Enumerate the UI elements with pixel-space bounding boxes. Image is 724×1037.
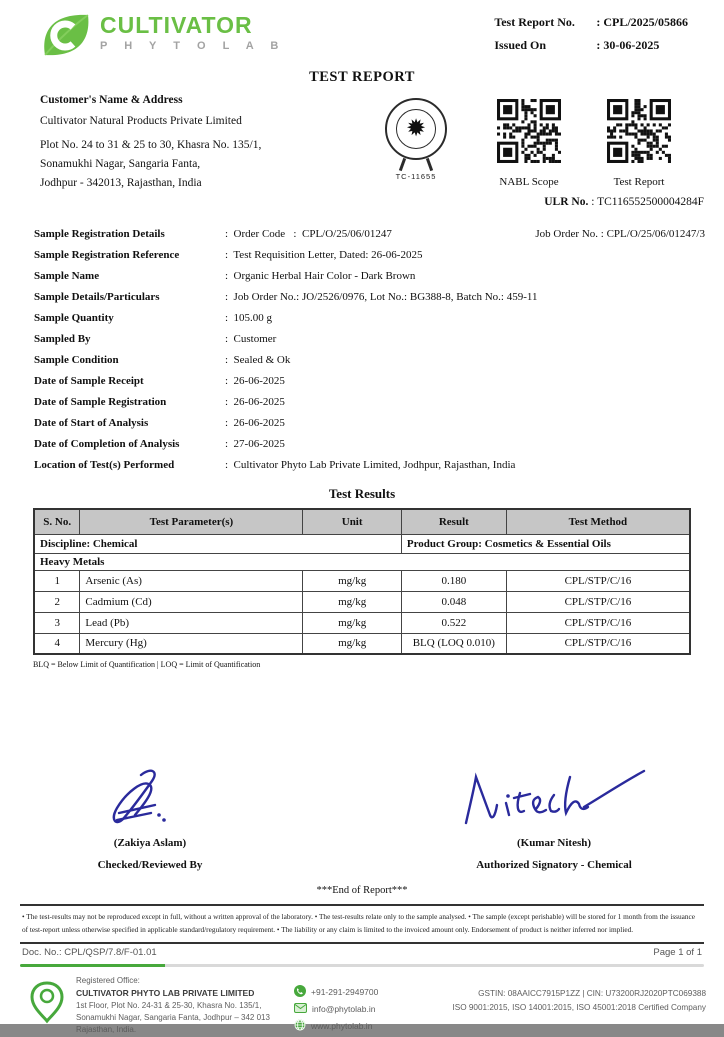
authorized-name: (Kumar Nitesh) bbox=[516, 837, 592, 849]
result-parameter: Lead (Pb) bbox=[80, 612, 303, 633]
sample-detail-row bbox=[34, 308, 705, 329]
result-parameter: Cadmium (Cd) bbox=[80, 591, 303, 612]
end-of-report-text: ***End of Report*** bbox=[316, 885, 408, 896]
group-heading-row bbox=[34, 553, 690, 570]
sample-detail-label: Date of Start of Analysis bbox=[34, 417, 149, 429]
sample-detail-row bbox=[34, 287, 705, 308]
sample-detail-label: Date of Sample Registration bbox=[34, 396, 167, 408]
company-logo bbox=[40, 10, 285, 65]
sample-detail-label: Location of Test(s) Performed bbox=[34, 459, 175, 471]
footer-phone[interactable]: +91-291-2949700 bbox=[311, 986, 379, 997]
report-meta bbox=[494, 10, 704, 65]
result-method: CPL/STP/C/16 bbox=[506, 633, 690, 654]
report-no-label: Test Report No. bbox=[494, 15, 575, 29]
issued-on-label: Issued On bbox=[494, 38, 547, 52]
page-number: Page 1 of 1 bbox=[653, 946, 702, 958]
authorized-role: Authorized Signatory - Chemical bbox=[476, 859, 632, 871]
product-group-cell: Product Group: Cosmetics & Essential Oils bbox=[401, 534, 690, 553]
discipline-row bbox=[34, 534, 690, 553]
report-no-value: : CPL/2025/05866 bbox=[596, 15, 688, 29]
sample-detail-row bbox=[34, 371, 705, 392]
customer-name: Cultivator Natural Products Private Limited bbox=[40, 115, 242, 127]
results-table bbox=[33, 508, 691, 655]
seal-certificate-number: TC-11655 bbox=[395, 172, 437, 181]
sample-detail-value: : Order Code : CPL/O/25/06/01247 bbox=[225, 228, 392, 240]
nabl-scope-qr-code bbox=[497, 99, 561, 163]
qr2-caption: Test Report bbox=[613, 176, 665, 188]
sample-detail-row bbox=[34, 266, 705, 287]
sample-detail-label: Sample Registration Reference bbox=[34, 249, 180, 261]
doc-number: Doc. No.: CPL/QSP/7.8/F-01.01 bbox=[22, 946, 157, 958]
discipline-cell: Discipline: Chemical bbox=[34, 534, 401, 553]
result-value: 0.180 bbox=[401, 570, 506, 591]
footer-address-line: 1st Floor, Plot No. 24-31 & 25-30, Khasra No. 135/1, bbox=[76, 1000, 262, 1010]
sample-detail-row bbox=[34, 455, 705, 476]
result-row bbox=[34, 612, 690, 633]
customer-address-line: Sonamukhi Nagar, Sangaria Fanta, bbox=[40, 158, 201, 170]
result-row bbox=[34, 570, 690, 591]
test-report-qr-code bbox=[607, 99, 671, 163]
result-sno: 1 bbox=[34, 570, 80, 591]
contact-block bbox=[294, 975, 444, 1037]
customer-address-block bbox=[40, 94, 261, 193]
authorized-signature-block bbox=[454, 765, 654, 871]
sample-details-section bbox=[0, 224, 724, 476]
sample-detail-row bbox=[34, 350, 705, 371]
signature-section bbox=[0, 765, 724, 871]
sample-detail-value: : 27-06-2025 bbox=[225, 438, 285, 450]
email-icon bbox=[294, 1003, 307, 1015]
info-band bbox=[0, 94, 724, 224]
result-value: 0.048 bbox=[401, 591, 506, 612]
result-value: BLQ (LOQ 0.010) bbox=[401, 633, 506, 654]
nabl-star-icon: ✹ bbox=[405, 116, 427, 142]
sample-detail-value: : Job Order No.: JO/2526/0976, Lot No.: BG388-8, Batch No.: 459-11 bbox=[225, 291, 538, 303]
result-sno: 4 bbox=[34, 633, 80, 654]
qr1-caption: NABL Scope bbox=[499, 176, 559, 188]
results-column-header: Unit bbox=[303, 509, 401, 534]
sample-detail-row bbox=[34, 245, 705, 266]
results-column-header: Test Parameter(s) bbox=[80, 509, 303, 534]
sample-detail-value: : 26-06-2025 bbox=[225, 375, 285, 387]
sample-detail-label: Sample Quantity bbox=[34, 312, 114, 324]
result-parameter: Arsenic (As) bbox=[80, 570, 303, 591]
group-heading-cell: Heavy Metals bbox=[34, 553, 690, 570]
sample-detail-value: : 105.00 g bbox=[225, 312, 273, 324]
sample-detail-row bbox=[34, 392, 705, 413]
result-value: 0.522 bbox=[401, 612, 506, 633]
footer-address-line: Rajasthan, India. bbox=[76, 1024, 137, 1034]
result-row bbox=[34, 591, 690, 612]
result-sno: 3 bbox=[34, 612, 80, 633]
reviewer-role: Checked/Reviewed By bbox=[97, 859, 203, 871]
sample-detail-row bbox=[34, 413, 705, 434]
authorized-signature-image bbox=[454, 765, 654, 829]
legal-block bbox=[444, 975, 710, 1037]
customer-address-line: Plot No. 24 to 31 & 25 to 30, Khasra No. 135/1, bbox=[40, 139, 262, 151]
sample-detail-label: Date of Completion of Analysis bbox=[34, 438, 180, 450]
job-order-number: Job Order No. : CPL/O/25/06/01247/3 bbox=[535, 228, 705, 240]
sample-detail-row bbox=[34, 329, 705, 350]
globe-icon bbox=[294, 1019, 306, 1033]
registered-office-block bbox=[76, 975, 294, 1037]
phone-icon bbox=[294, 985, 306, 999]
reviewer-signature-block bbox=[95, 765, 205, 871]
results-column-header: Result bbox=[401, 509, 506, 534]
iso-line: ISO 9001:2015, ISO 14001:2015, ISO 45001:2018 Certified Company bbox=[452, 1002, 706, 1012]
brand-subtitle: P H Y T O L A B bbox=[100, 40, 286, 52]
reviewer-name: (Zakiya Aslam) bbox=[113, 837, 187, 849]
sample-detail-value: : 26-06-2025 bbox=[225, 396, 285, 408]
sample-detail-value: : Sealed & Ok bbox=[225, 354, 291, 366]
result-method: CPL/STP/C/16 bbox=[506, 612, 690, 633]
footer-email[interactable]: info@phytolab.in bbox=[312, 1003, 376, 1014]
sample-detail-value: : Organic Herbal Hair Color - Dark Brown bbox=[225, 270, 416, 282]
footer bbox=[0, 967, 724, 1037]
ulr-number: ULR No. : TC116552500004284F bbox=[544, 196, 704, 208]
leaf-logo-icon bbox=[40, 10, 92, 65]
sample-detail-label: Date of Sample Receipt bbox=[34, 375, 144, 387]
results-column-header: S. No. bbox=[34, 509, 80, 534]
document-title: TEST REPORT bbox=[309, 69, 415, 85]
sample-detail-value: : 26-06-2025 bbox=[225, 417, 285, 429]
result-sno: 2 bbox=[34, 591, 80, 612]
result-parameter: Mercury (Hg) bbox=[80, 633, 303, 654]
result-row bbox=[34, 633, 690, 654]
result-method: CPL/STP/C/16 bbox=[506, 570, 690, 591]
seal-legs bbox=[381, 160, 451, 172]
brand-name: CULTIVATOR bbox=[100, 12, 253, 38]
reviewer-signature-image bbox=[95, 765, 205, 829]
header bbox=[0, 0, 724, 65]
result-unit: mg/kg bbox=[303, 633, 401, 654]
sample-detail-value: : Test Requisition Letter, Dated: 26-06-2025 bbox=[225, 249, 423, 261]
nabl-seal bbox=[381, 98, 451, 181]
doc-number-row bbox=[22, 947, 702, 958]
issued-on-value: : 30-06-2025 bbox=[596, 38, 660, 52]
sample-detail-row bbox=[34, 434, 705, 455]
footer-address-lines bbox=[76, 1000, 294, 1036]
result-unit: mg/kg bbox=[303, 591, 401, 612]
sample-detail-label: Sample Details/Particulars bbox=[34, 291, 160, 303]
customer-heading: Customer's Name & Address bbox=[40, 94, 183, 106]
result-unit: mg/kg bbox=[303, 612, 401, 633]
results-title: Test Results bbox=[328, 486, 396, 501]
disclaimer-text: • The test-results may not be reproduced except in full, without a written approval of the laboratory. • The test-results relate only to the sample analysed. • The sample (except perishable) will be stored for 1 month from the issuance of test-report unless otherwise specified in applicable standard/regulatory requirement. • The liability or any claim is limited to the invoiced amount only. Endorsement of product is neither inferred nor implied. bbox=[20, 904, 704, 944]
sample-detail-label: Sample Registration Details bbox=[34, 228, 165, 240]
sample-detail-row bbox=[34, 224, 705, 245]
footer-address-line: Sonamukhi Nagar, Sangaria Fanta, Jodhpur – 342 013 bbox=[76, 1012, 270, 1022]
customer-address-lines bbox=[40, 136, 261, 193]
blq-footnote: BLQ = Below Limit of Quantification | LOQ = Limit of Quantification bbox=[33, 660, 261, 669]
nabl-seal-ring-icon bbox=[385, 98, 447, 160]
results-header-row bbox=[34, 509, 690, 534]
footer-company-name: CULTIVATOR PHYTO LAB PRIVATE LIMITED bbox=[76, 987, 255, 998]
sample-detail-label: Sample Condition bbox=[34, 354, 119, 366]
sample-detail-value: : Cultivator Phyto Lab Private Limited, Jodhpur, Rajasthan, India bbox=[225, 459, 516, 471]
result-method: CPL/STP/C/16 bbox=[506, 591, 690, 612]
location-pin-icon bbox=[30, 975, 76, 1037]
sample-detail-label: Sampled By bbox=[34, 333, 91, 345]
customer-address-line: Jodhpur - 342013, Rajasthan, India bbox=[40, 177, 202, 189]
gstin-cin-line: GSTIN: 08AAICC7915P1ZZ | CIN: U73200RJ2020PTC069388 bbox=[478, 988, 706, 998]
results-column-header: Test Method bbox=[506, 509, 690, 534]
registered-office-label: Registered Office: bbox=[76, 975, 140, 985]
sample-detail-label: Sample Name bbox=[34, 270, 100, 282]
sample-detail-value: : Customer bbox=[225, 333, 277, 345]
footer-website[interactable]: www.phytolab.in bbox=[311, 1020, 373, 1031]
result-unit: mg/kg bbox=[303, 570, 401, 591]
